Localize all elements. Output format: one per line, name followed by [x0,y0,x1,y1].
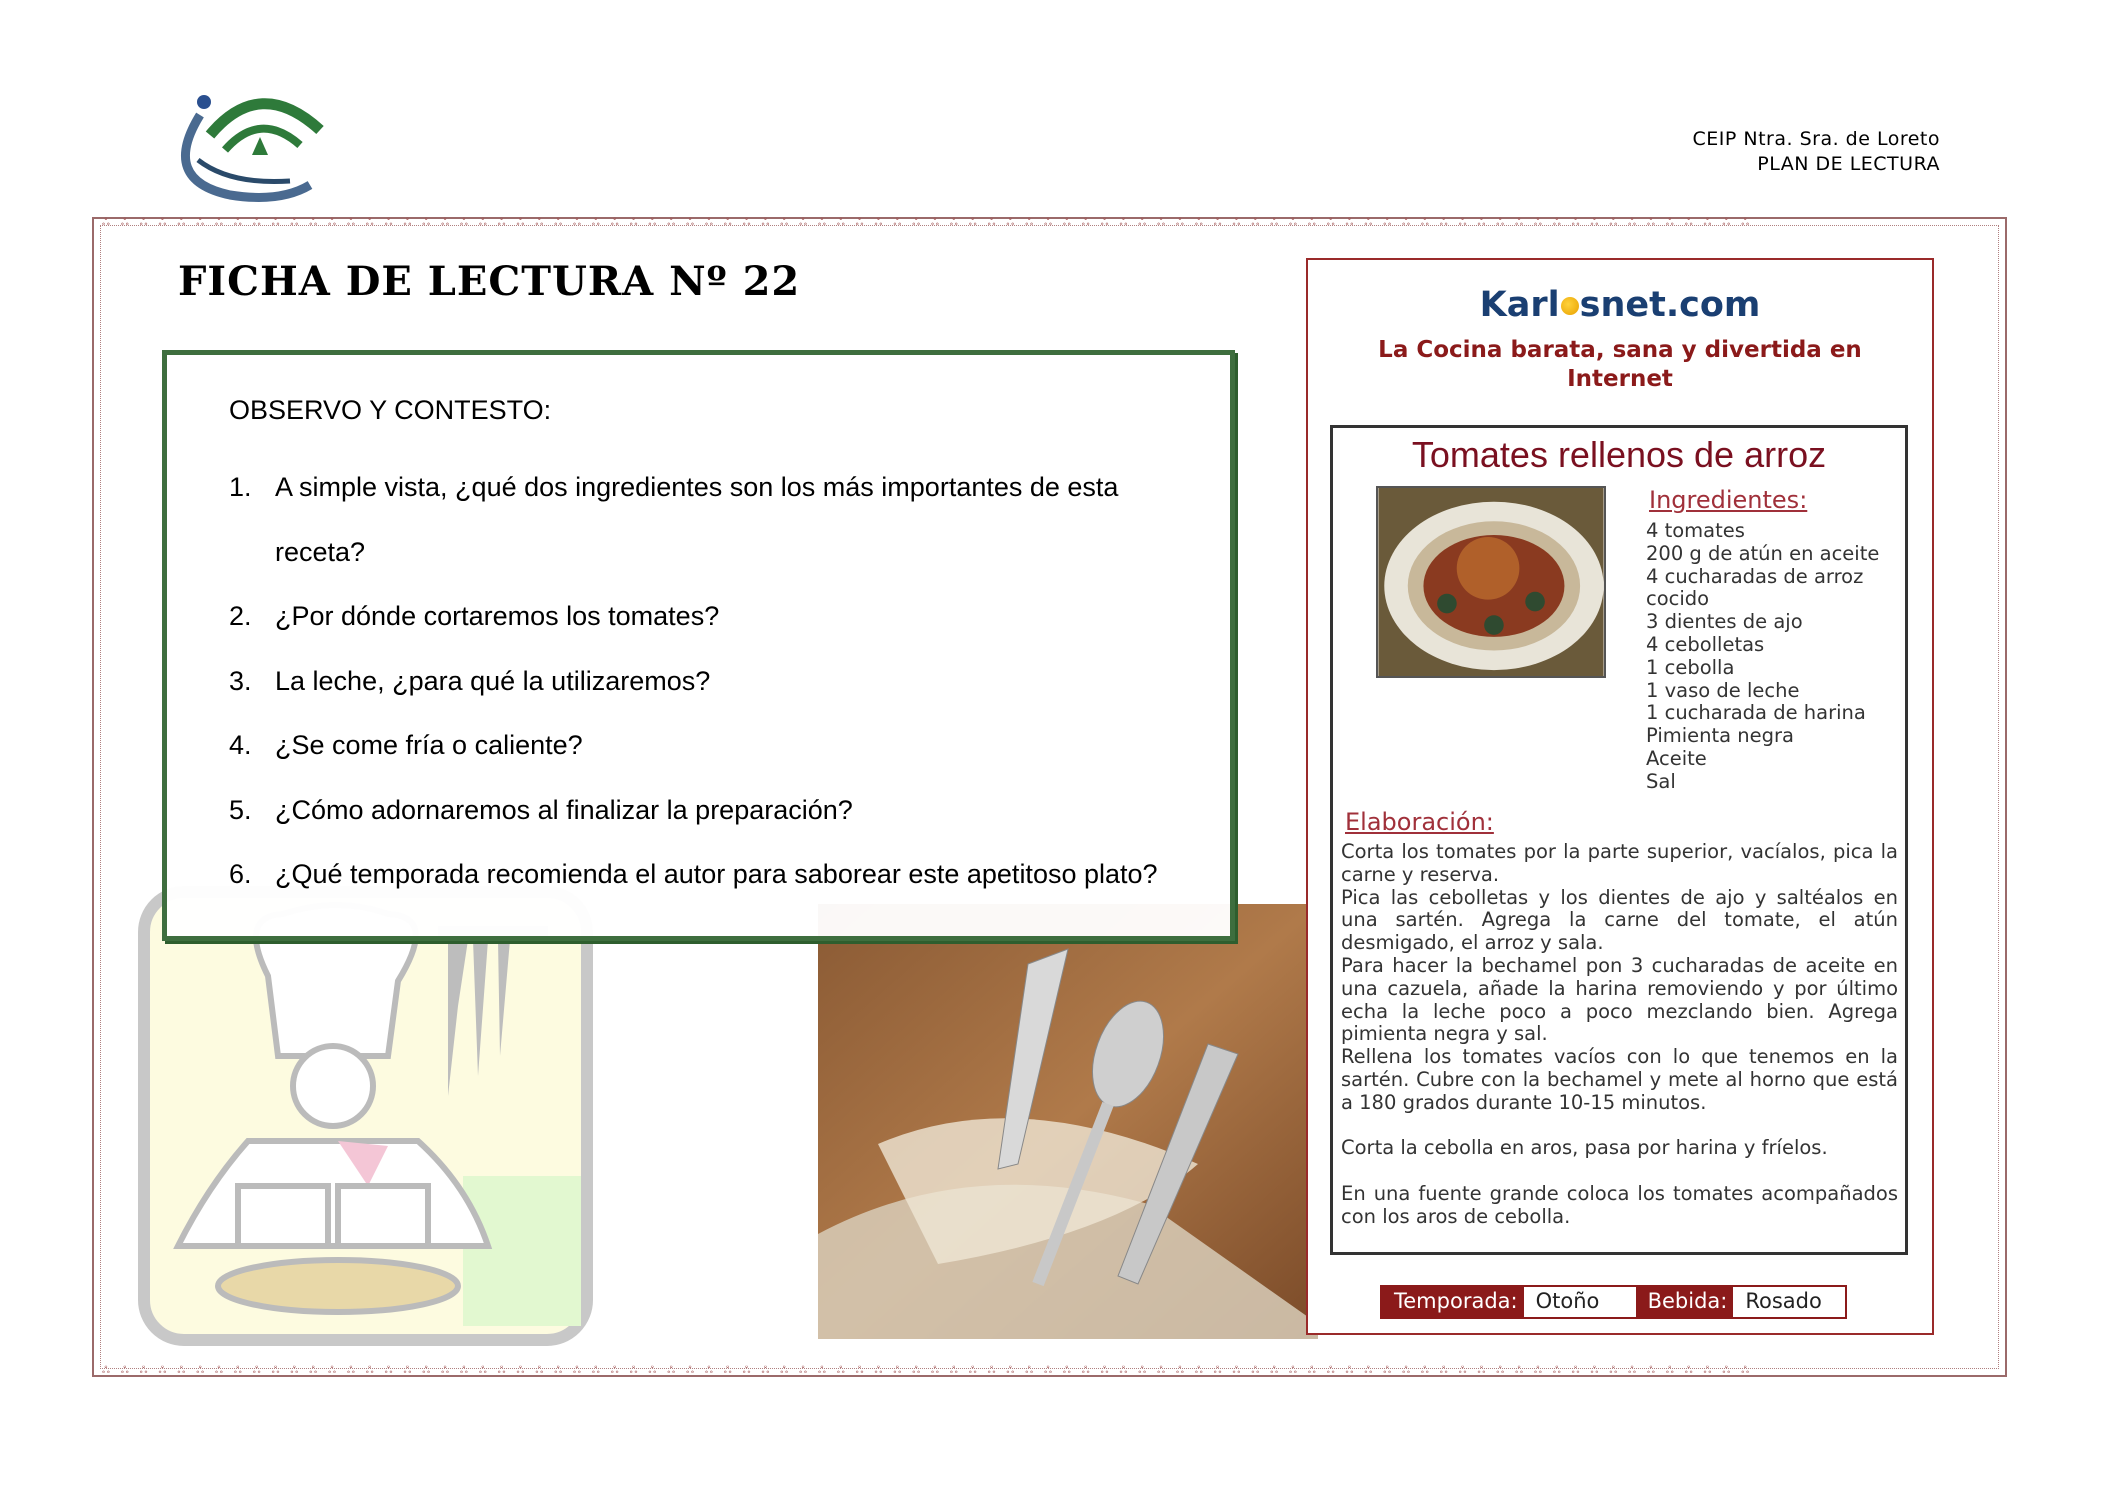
ingredient-item: Sal [1646,769,1676,793]
ingredient-item: 4 tomates [1646,519,1745,542]
decorative-frame: ஃஃஃஃஃஃஃஃஃஃஃஃஃஃஃஃஃஃஃஃஃஃஃஃஃஃஃஃஃஃஃஃஃஃஃஃஃஃஃஃஃஃஃஃஃஃஃஃஃஃஃஃஃஃஃஃஃஃஃஃஃஃஃஃஃஃஃஃஃஃஃஃஃஃஃஃஃஃஃஃஃஃஃஃஃஃஃஃ ஃஃஃஃஃஃஃஃஃஃஃஃஃஃஃஃஃஃஃஃஃஃஃஃஃஃஃஃஃஃஃஃஃஃஃஃஃஃஃஃஃஃஃஃஃஃஃஃஃஃஃஃஃஃஃஃஃஃஃஃஃஃஃஃஃஃஃஃஃஃஃஃஃஃஃஃஃஃஃஃஃஃஃஃஃஃஃஃ [92,217,2007,1377]
elaboration-step: En una fuente grande coloca los tomates acompañados con los aros de cebolla. [1341,1181,1898,1228]
elaboration-step: Pica las cebolletas y los dientes de ajo y saltéalos en una sartén. Agrega la carne del tomate, el atún desmigado, el arroz y sala. [1341,885,1898,955]
ingredient-item: 200 g de atún en aceite [1646,541,1880,565]
ingredient-item: 3 dientes de ajo [1646,610,1803,634]
elaboration-text [1341,841,1898,1229]
recipe-panel [1330,425,1908,1255]
question-item: 5. ¿Cómo adornaremos al finalizar la preparación? [229,794,853,825]
recipe-title: Tomates rellenos de arroz [1411,434,1827,475]
chef-illustration [138,886,593,1346]
question-text: ¿Qué temporada recomienda el autor para saborear este apetitoso plato? [275,859,1158,889]
ingredients-list [1646,520,1879,794]
question-text: ¿Se come fría o caliente? [275,730,583,760]
ingredient-item: 1 vaso de leche [1646,678,1800,702]
question-text: A simple vista, ¿qué dos ingredientes son los más importantes de esta [275,472,1119,502]
question-item: 6. ¿Qué temporada recomienda el autor para saborear este apetitoso plato? [229,859,1158,889]
question-text: ¿Por dónde cortaremos los tomates? [275,601,720,631]
question-item: 2. ¿Por dónde cortaremos los tomates? [229,601,720,631]
recipe-card [1306,258,1934,1335]
elaboration-step: Para hacer la bechamel pon 3 cucharadas de aceite en una cazuela, añade la harina removiendo y por último echa la leche poco a poco mezclando bien. Agrega pimienta negra y sal. [1341,953,1898,1046]
question-text-continued: receta? [275,536,366,567]
ingredient-item: 1 cebolla [1646,655,1735,679]
questions-heading: OBSERVO Y CONTESTO: [229,395,552,425]
junta-andalucia-logo [170,85,350,220]
elaboration-step: Corta los tomates por la parte superior, vacíalos, pica la carne y reserva. [1341,840,1898,886]
ingredient-item: cocido [1646,587,1710,611]
school-header [1693,127,1941,177]
season-value: Otoño [1524,1287,1636,1317]
stuffed-tomato-photo [1376,486,1606,678]
season-drink-bar [1380,1285,1847,1319]
elaboration-step: Rellena los tomates vacíos con lo que tenemos en la sartén. Cubre con la bechamel y mete al horno que está a 180 grados durante 10-15 minutos. [1341,1045,1898,1114]
ingredients-heading: Ingredientes: [1649,486,1808,514]
question-item: 3. La leche, ¿para qué la utilizaremos? [229,665,711,696]
ingredient-item: 1 cucharada de harina [1646,701,1866,725]
program-name: PLAN DE LECTURA [1757,153,1940,175]
ingredient-item: Aceite [1646,746,1707,770]
elaboration-step: Corta la cebolla en aros, pasa por harina y fríelos. [1341,1136,1828,1160]
questions-list [229,455,1158,907]
school-name: CEIP Ntra. Sra. de Loreto [1692,128,1940,150]
question-item: 4. ¿Se come fría o caliente? [229,730,583,760]
sun-icon [1561,297,1579,315]
site-logo: Karl snet.com [1479,285,1761,325]
worksheet-title: FICHA DE LECTURA Nº 22 [178,258,801,305]
ingredient-item: Pimienta negra [1646,724,1795,748]
cutlery-photo [818,904,1318,1339]
season-label: Temporada: [1382,1287,1524,1317]
elaboration-heading: Elaboración: [1345,808,1494,836]
site-tagline: La Cocina barata, sana y divertida en Internet [1378,337,1862,392]
question-text: ¿Cómo adornaremos al finalizar la preparación? [275,794,853,825]
question-item: 1. A simple vista, ¿qué dos ingredientes son los más importantes de esta receta? [229,472,1119,567]
question-text: La leche, ¿para qué la utilizaremos? [275,665,711,696]
ingredient-item: 4 cebolletas [1646,632,1765,656]
drink-label: Bebida: [1636,1287,1734,1317]
questions-box [162,350,1235,941]
ingredient-item: 4 cucharadas de arroz [1646,564,1864,588]
drink-value: Rosado [1733,1287,1845,1317]
